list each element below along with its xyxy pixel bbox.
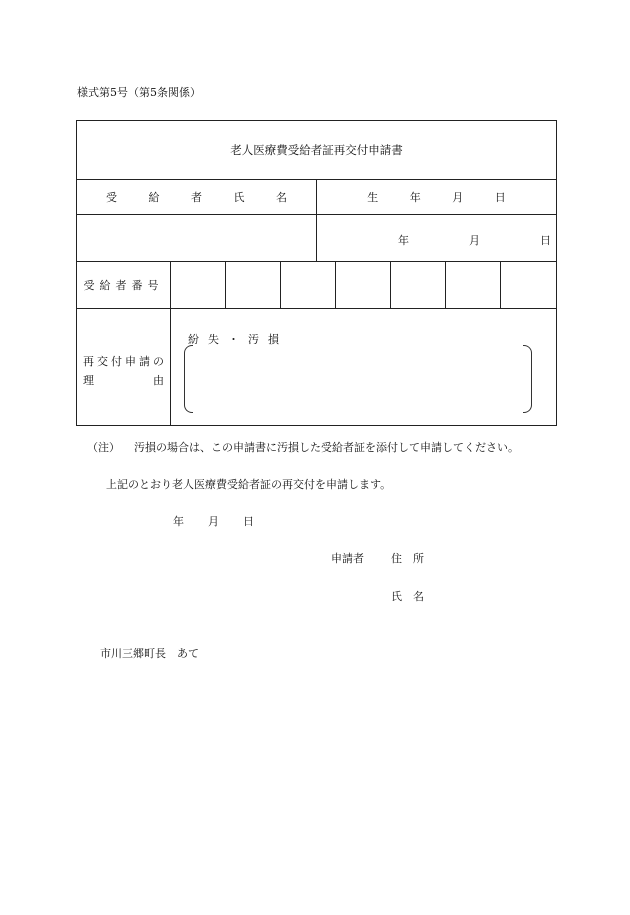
right-bracket xyxy=(523,345,532,413)
reason-label-yu: 由 xyxy=(153,374,164,387)
note-text: 汚損の場合は、この申請書に汚損した受給者証を添付して申請してください。 xyxy=(134,441,519,454)
application-form-table xyxy=(76,120,557,426)
recipient-number-digit-1[interactable] xyxy=(171,262,226,309)
reissue-reason-field[interactable] xyxy=(171,309,557,426)
signature-day-label: 日 xyxy=(243,515,254,528)
left-bracket xyxy=(184,345,193,413)
recipient-number-label: 受給者番号 xyxy=(77,262,171,309)
note-mark: （注） xyxy=(87,441,120,454)
recipient-name-field[interactable] xyxy=(77,215,317,262)
address-label: 住 所 xyxy=(391,552,424,565)
recipient-name-header: 受 給 者 氏 名 xyxy=(77,180,317,215)
application-statement: 上記のとおり老人医療費受給者証の再交付を申請します。 xyxy=(106,478,392,491)
recipient-number-digit-3[interactable] xyxy=(281,262,336,309)
reissue-reason-label xyxy=(77,309,171,426)
signature-month-label: 月 xyxy=(208,515,219,528)
recipient-number-digit-2[interactable] xyxy=(226,262,281,309)
form-note xyxy=(87,439,519,455)
form-number: 様式第5号（第5条関係） xyxy=(77,86,201,99)
birth-year-label: 年 xyxy=(398,234,409,247)
reason-label-line1: 再交付申請の xyxy=(83,355,167,368)
recipient-number-digit-6[interactable] xyxy=(446,262,501,309)
form-title: 老人医療費受給者証再交付申請書 xyxy=(77,121,557,180)
birth-month-label: 月 xyxy=(469,234,480,247)
recipient-number-digit-5[interactable] xyxy=(391,262,446,309)
reason-options[interactable]: 紛失・汚損 xyxy=(188,333,288,346)
addressee: 市川三郷町長 あて xyxy=(100,647,199,660)
name-label: 氏 名 xyxy=(391,590,424,603)
birth-date-header: 生 年 月 日 xyxy=(317,180,557,215)
recipient-number-digit-4[interactable] xyxy=(336,262,391,309)
signature-year-label: 年 xyxy=(173,515,184,528)
birth-day-label: 日 xyxy=(540,234,551,247)
applicant-label: 申請者 xyxy=(331,552,364,565)
birth-date-field[interactable] xyxy=(317,215,557,262)
reason-label-ri: 理 xyxy=(83,374,94,387)
recipient-number-digit-7[interactable] xyxy=(501,262,557,309)
